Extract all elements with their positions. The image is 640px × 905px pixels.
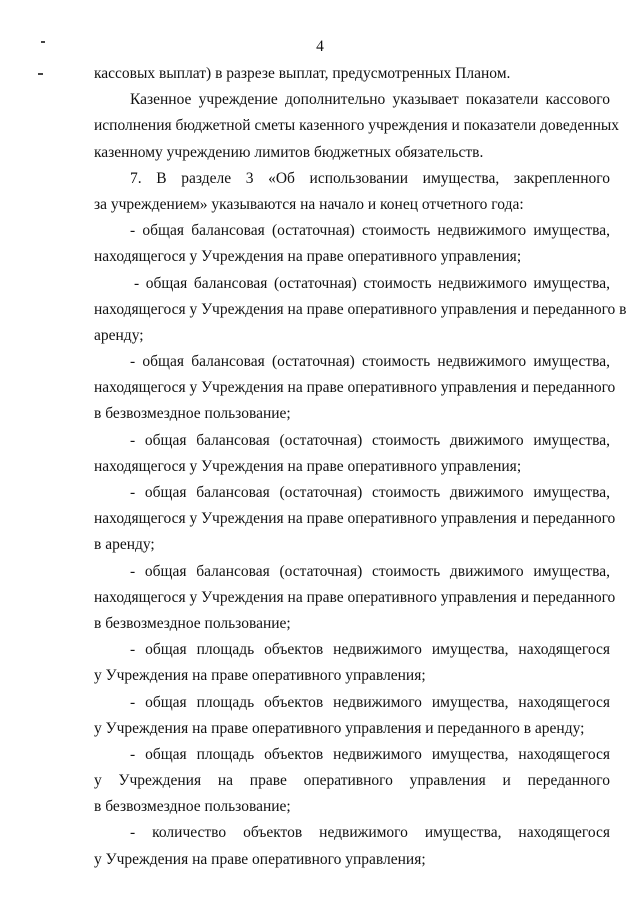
text-line: - общая балансовая (остаточная) стоимость недвижимого имущества, (130, 353, 610, 371)
scan-mark (41, 41, 45, 43)
text-line: в безвозмездное пользование; (94, 798, 291, 816)
text-line: кассовых выплат) в разрезе выплат, предусмотренных Планом. (94, 65, 511, 82)
text-line: у Учреждения на праве оперативного управления; (94, 667, 426, 685)
text-line: казенному учреждению лимитов бюджетных обязательств. (94, 143, 484, 161)
text-line: у Учреждения на праве оперативного управления и переданного в аренду; (94, 719, 585, 737)
text-line: находящегося у Учреждения на праве оперативного управления и переданного (94, 379, 616, 397)
text-line: находящегося у Учреждения на праве оперативного управления; (94, 457, 522, 475)
document-body (94, 61, 627, 873)
text-line: находящегося у Учреждения на праве оперативного управления и переданного в (94, 300, 627, 318)
text-line: в аренду; (94, 536, 155, 554)
text-line: - количество объектов недвижимого имущества, находящегося (130, 824, 610, 842)
text-line: - общая балансовая (остаточная) стоимость недвижимого имущества, (130, 222, 610, 240)
text-line: - общая балансовая (остаточная) стоимость недвижимого имущества, (134, 274, 610, 292)
text-line: в безвозмездное пользование; (94, 405, 291, 423)
text-line: исполнения бюджетной сметы казенного учреждения и показатели доведенных (94, 117, 620, 135)
text-line: аренду; (94, 326, 144, 344)
text-line: - общая площадь объектов недвижимого имущества, находящегося (130, 693, 610, 711)
text-line: - общая балансовая (остаточная) стоимость движимого имущества, (130, 431, 610, 449)
text-line: 7. В разделе 3 «Об использовании имущества, закрепленного (130, 169, 610, 187)
page-number: 4 (316, 38, 324, 55)
text-line: находящегося у Учреждения на праве оперативного управления; (94, 248, 522, 266)
text-line: за учреждением» указываются на начало и конец отчетного года: (94, 195, 524, 213)
text-line: - общая балансовая (остаточная) стоимость движимого имущества, (130, 562, 610, 580)
text-line: Казенное учреждение дополнительно указывает показатели кассового (130, 91, 610, 109)
text-line: у Учреждения на праве оперативного управления и переданного (94, 772, 610, 790)
text-line: находящегося у Учреждения на праве оперативного управления и переданного (94, 510, 616, 528)
text-line: в безвозмездное пользование; (94, 614, 291, 632)
text-line: - общая балансовая (остаточная) стоимость движимого имущества, (130, 484, 610, 501)
text-line: - общая площадь объектов недвижимого имущества, находящегося (130, 641, 610, 659)
text-line: находящегося у Учреждения на праве оперативного управления и переданного (94, 588, 616, 606)
text-line: у Учреждения на праве оперативного управления; (94, 850, 426, 868)
text-line: - общая площадь объектов недвижимого имущества, находящегося (130, 745, 610, 763)
scan-mark (38, 73, 43, 75)
